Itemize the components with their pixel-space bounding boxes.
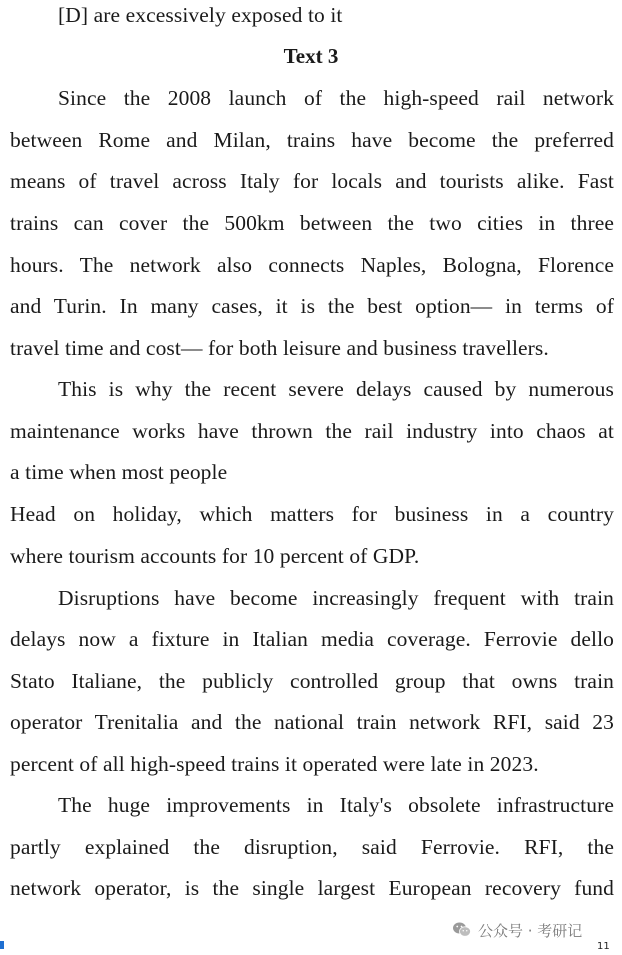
watermark bbox=[452, 917, 582, 943]
wechat-icon bbox=[452, 921, 472, 939]
paragraph-line: travel time and cost— for both leisure and business travellers. bbox=[10, 336, 549, 360]
page-number: 11 bbox=[597, 941, 610, 952]
section-title: Text 3 bbox=[283, 44, 339, 68]
answer-option-d: [D] are excessively exposed to it bbox=[58, 3, 343, 27]
paragraph-line: percent of all high-speed trains it operated were late in 2023. bbox=[10, 752, 539, 776]
paragraph-line: operator Trenitalia and the national train network RFI, said 23 bbox=[10, 710, 614, 734]
paragraph-line: hours. The network also connects Naples, Bologna, Florence bbox=[10, 253, 614, 277]
paragraph-line: Since the 2008 launch of the high-speed rail network bbox=[58, 86, 614, 110]
paragraph-line: means of travel across Italy for locals and tourists alike. Fast bbox=[10, 169, 614, 193]
paragraph-line: The huge improvements in Italy's obsolete infrastructure bbox=[58, 793, 614, 817]
paragraph-line: trains can cover the 500km between the two cities in three bbox=[10, 211, 614, 235]
paragraph-line: Disruptions have become increasingly frequent with train bbox=[58, 586, 614, 610]
paragraph-line: Head on holiday, which matters for business in a country bbox=[10, 502, 614, 526]
paragraph-line: Stato Italiane, the publicly controlled group that owns train bbox=[10, 669, 614, 693]
paragraph-line: between Rome and Milan, trains have become the preferred bbox=[10, 128, 614, 152]
paragraph-line: and Turin. In many cases, it is the best option— in terms of bbox=[10, 294, 614, 318]
paragraph-line: a time when most people bbox=[10, 460, 228, 484]
edge-marker bbox=[0, 941, 4, 949]
paragraph-line: delays now a fixture in Italian media coverage. Ferrovie dello bbox=[10, 627, 614, 651]
paragraph-line: where tourism accounts for 10 percent of GDP. bbox=[10, 544, 420, 568]
watermark-text: 公众号 · 考研记 bbox=[478, 921, 583, 940]
paragraph-line: maintenance works have thrown the rail industry into chaos at bbox=[10, 419, 614, 443]
paragraph-line: This is why the recent severe delays caused by numerous bbox=[58, 377, 614, 401]
paragraph-line: network operator, is the single largest European recovery fund bbox=[10, 876, 614, 900]
paragraph-line: partly explained the disruption, said Ferrovie. RFI, the bbox=[10, 835, 614, 859]
